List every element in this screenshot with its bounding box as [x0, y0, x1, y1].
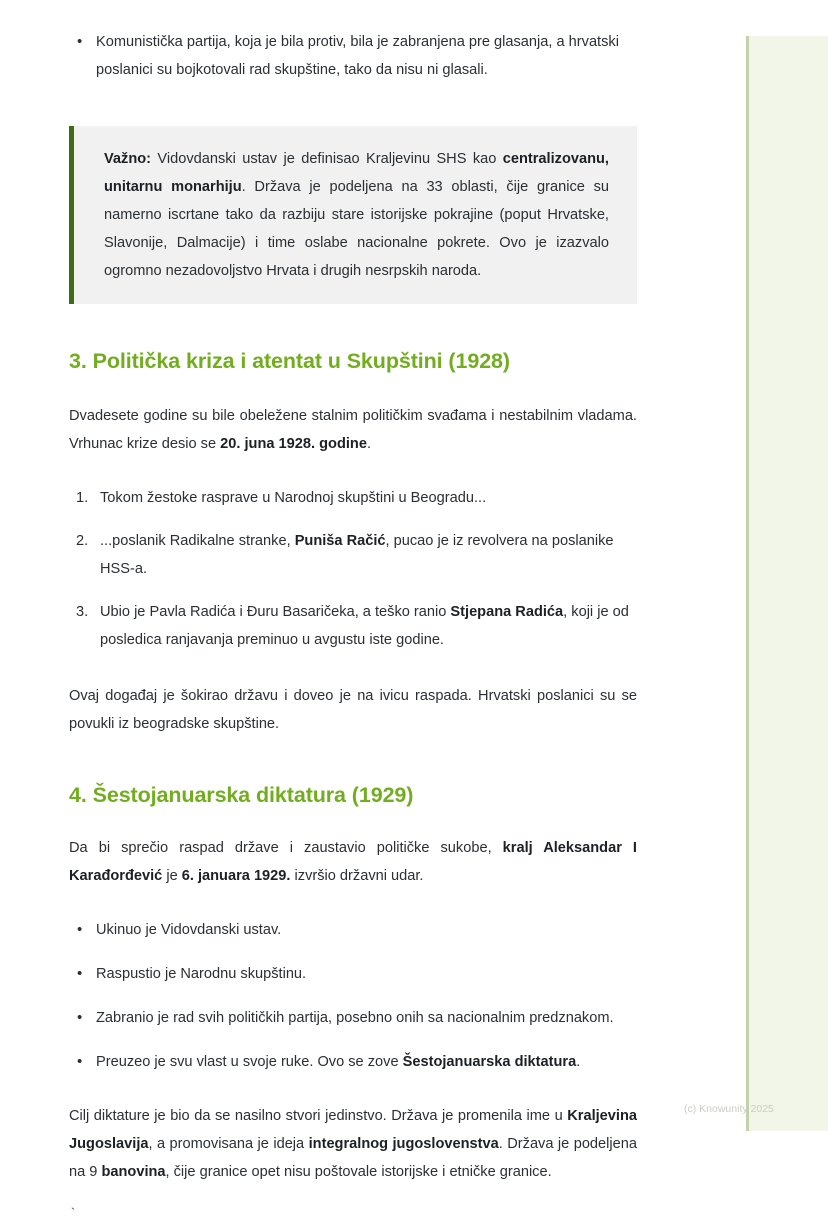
step-3-bold: Stjepana Radića [450, 604, 564, 620]
intro-bullet-text: Komunistička partija, koja je bila protiv, bila je zabranjena pre glasanja, a hrvatski poslanici su bojkotovali rad skupštine, tako da nisu ni glasali. [96, 34, 619, 78]
right-page-strip [746, 36, 828, 1131]
right-page-strip-rule [746, 36, 749, 1131]
closing-part-1: Cilj diktature je bio da se nasilno stvori jedinstvo. Država je promenila ime u [69, 1108, 568, 1124]
step-2-after: , pucao je iz revolvera na poslanike HSS-a. [100, 533, 614, 577]
dictatorship-measure-list [69, 916, 637, 1076]
trailing-backtick-marker: ` [69, 1206, 77, 1221]
section-4-paragraph-bold-1: kralj Aleksandar I Karađorđević [69, 840, 637, 884]
list-item [69, 527, 637, 583]
spacer [69, 654, 637, 682]
measure-1-text: Ukinuo je Vidovdanski ustav. [96, 922, 282, 938]
section-4-paragraph-bold-2: 6. januara 1929. [181, 868, 291, 884]
list-item [69, 28, 637, 84]
section-4-closing-paragraph [69, 1102, 637, 1186]
spacer [69, 890, 637, 916]
step-3-before: Ubio je Pavla Radića i Đuru Basaričeka, a teško ranio [100, 604, 451, 620]
callout-text [104, 145, 609, 285]
spacer [69, 458, 637, 484]
section-3-paragraph-bold: 20. juna 1928. godine [220, 436, 367, 452]
measure-4-after: . [576, 1054, 581, 1070]
spacer [69, 376, 637, 402]
step-3-after: , koji je od posledica ranjavanja preminuo u avgustu iste godine. [100, 604, 629, 648]
list-item [69, 960, 637, 988]
list-item [69, 1048, 637, 1076]
closing-part-4: , čije granice opet nisu poštovale istorijske i etničke granice. [165, 1164, 552, 1180]
section-3-paragraph-before: Dvadesete godine su bile obeležene stalnim političkim svađama i nestabilnim vladama. Vrhunac krize desio se [69, 408, 637, 452]
section-3-closing-paragraph: Ovaj događaj je šokirao državu i doveo je na ivicu raspada. Hrvatski poslanici su se povukli iz beogradske skupštine. [69, 688, 637, 732]
spacer [69, 810, 637, 834]
section-4-paragraph-before: Da bi sprečio raspad države i zaustavio političke sukobe, [69, 840, 503, 856]
list-item [69, 598, 637, 654]
step-2-bold: Puniša Račić [294, 533, 386, 549]
footer-credit: (c) Knowunity 2025 [684, 1103, 774, 1115]
section-4-paragraph [69, 834, 637, 890]
section-3-heading: 3. Politička kriza i atentat u Skupštini (1928) [69, 349, 510, 373]
closing-part-3: . Država je podeljena na 9 [69, 1136, 638, 1180]
spacer [69, 738, 637, 780]
closing-bold-2: integralnog jugoslovenstva [308, 1136, 499, 1152]
important-callout [69, 126, 637, 304]
list-item [69, 916, 637, 944]
list-item [69, 1004, 637, 1032]
callout-text-before: Vidovdanski ustav je definisao Kraljevinu SHS kao [151, 151, 503, 167]
section-3-paragraph-after: . [366, 436, 372, 452]
section-3-paragraph [69, 402, 637, 458]
measure-3-text: Zabranio je rad svih političkih partija, posebno onih sa nacionalnim predznakom. [96, 1010, 614, 1026]
section-4-paragraph-after: izvršio državni udar. [290, 868, 424, 884]
closing-bold-3: banovina [101, 1164, 166, 1180]
section-4-paragraph-middle: je [162, 868, 182, 884]
closing-bold-1: Kraljevina Jugoslavija [69, 1108, 637, 1152]
list-item [69, 484, 637, 512]
intro-bullet-list [69, 28, 637, 84]
spacer [69, 304, 637, 346]
section-4-heading: 4. Šestojanuarska diktatura (1929) [69, 783, 414, 807]
assassination-step-list [69, 484, 637, 654]
spacer [69, 84, 637, 126]
closing-part-2: , a promovisana je ideja [148, 1136, 309, 1152]
step-1-text: Tokom žestoke rasprave u Narodnoj skupštini u Beogradu... [100, 490, 487, 506]
spacer [69, 1186, 637, 1206]
callout-text-after: . Država je podeljena na 33 oblasti, čije granice su namerno iscrtane tako da razbiju stare istorijske pokrajine (poput Hrvatske, Slavonije, Dalmacije) i time oslabe nacionalne pokrete. Ovo je izazvalo ogromno nezadovoljstvo Hrvata i drugih nesrpskih naroda. [104, 179, 609, 279]
spacer [69, 1076, 637, 1102]
measure-2-text: Raspustio je Narodnu skupštinu. [96, 966, 307, 982]
callout-bold-phrase: centralizovanu, unitarnu monarhiju [104, 151, 609, 195]
measure-4-bold: Šestojanuarska diktatura [402, 1054, 577, 1070]
measure-4-before: Preuzeo je svu vlast u svoje ruke. Ovo se zove [96, 1054, 403, 1070]
step-2-before: ...poslanik Radikalne stranke, [100, 533, 295, 549]
callout-label: Važno: [104, 151, 152, 167]
document-content [69, 28, 637, 1222]
